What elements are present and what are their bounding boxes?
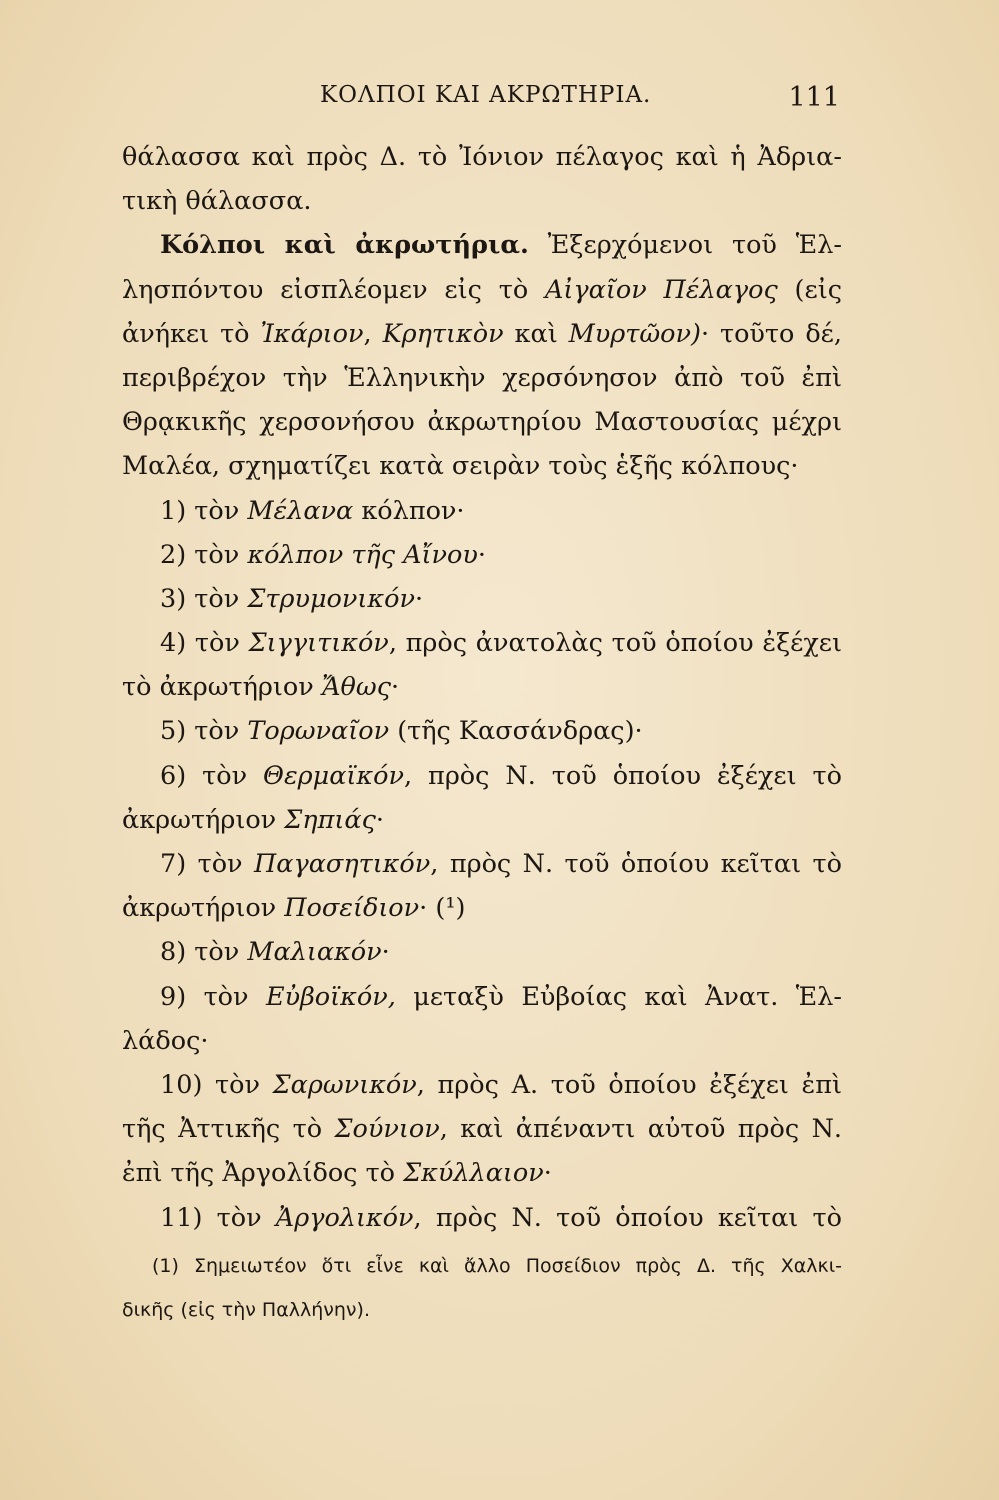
list-item: 7) τὸν Παγασητικόν, πρὸς Ν. τοῦ ὁποίου κεῖται τὸ [160, 849, 842, 879]
text-line: λησπόντου εἰσπλέομεν εἰς τὸ Αἰγαῖον Πέλαγος (εἰς [122, 274, 842, 305]
list-item: 6) τὸν Θερμαϊκόν, πρὸς Ν. τοῦ ὁποίου ἐξέχει τὸ [160, 760, 842, 791]
text-line: Μαλέα, σχηματίζει κατὰ σειρὰν τοὺς ἑξῆς κόλπους· [122, 451, 799, 482]
footnote [122, 1248, 842, 1336]
list-item: 9) τὸν Εὐβοϊκόν, μεταξὺ Εὐβοίας καὶ Ἀνατ. Ἑλ- [160, 981, 842, 1012]
text-line: τικὴ θάλασσα. [122, 186, 312, 217]
running-title: ΚΟΛΠΟΙ ΚΑΙ ΑΚΡΩΤΗΡΙΑ. [320, 82, 652, 108]
list-item-continuation: ἐπὶ τῆς Ἀργολίδος τὸ Σκύλλαιον· [122, 1158, 552, 1189]
main-text [122, 135, 842, 1240]
list-item: 11) τὸν Ἀργολικόν, πρὸς Ν. τοῦ ὁποίου κεῖται τὸ [160, 1202, 842, 1233]
section-heading: Κόλποι καὶ ἀκρωτήρια. [160, 230, 529, 261]
footnote-line: (1) Σημειωτέον ὅτι εἶνε καὶ ἄλλο Ποσείδιον πρὸς Δ. τῆς Χαλκι- [152, 1255, 842, 1277]
list-item-continuation: ἀκρωτήριον Σηπιάς· [122, 804, 384, 835]
list-item-continuation: τὸ ἀκρωτήριον Ἄθως· [122, 672, 400, 703]
list-item: 8) τὸν Μαλιακόν· [160, 937, 390, 968]
list-item: 10) τὸν Σαρωνικόν, πρὸς Α. τοῦ ὁποίου ἐξέχει ἐπὶ [160, 1069, 842, 1100]
list-item: 5) τὸν Τορωναῖον (τῆς Κασσάνδρας)· [160, 716, 643, 747]
list-item: 2) τὸν κόλπον τῆς Αἴνου· [160, 539, 486, 570]
section-heading-line: Κόλποι καὶ ἀκρωτήρια. Ἐξερχόμενοι τοῦ Ἑλ- [160, 230, 842, 261]
list-item-continuation: ἀκρωτήριον Ποσείδιον· (¹) [122, 893, 466, 924]
list-item-continuation: λάδος· [122, 1025, 209, 1056]
text-line: ἀνήκει τὸ Ἰκάριον, Κρητικὸν καὶ Μυρτῶον)· τοῦτο δέ, [122, 318, 842, 349]
text-line: περιβρέχον τὴν Ἑλληνικὴν χερσόνησον ἀπὸ τοῦ ἐπὶ [122, 362, 842, 393]
text-line: θάλασσα καὶ πρὸς Δ. τὸ Ἰόνιον πέλαγος καὶ ἡ Ἀδρια- [122, 142, 842, 172]
list-item: 1) τὸν Μέλανα κόλπον· [160, 495, 465, 526]
list-item: 4) τὸν Σιγγιτικόν, πρὸς ἀνατολὰς τοῦ ὁποίου ἐξέχει [160, 628, 842, 659]
page-header [120, 82, 840, 122]
text-line: Θρᾳκικῆς χερσονήσου ἀκρωτηρίου Μαστουσίας μέχρι [122, 407, 842, 438]
list-item-continuation: τῆς Ἀττικῆς τὸ Σούνιον, καὶ ἀπέναντι αὐτοῦ πρὸς Ν. [122, 1114, 842, 1145]
footnote-line: δικῆς (εἰς τὴν Παλλήνην). [122, 1299, 370, 1322]
page-number: 111 [788, 82, 840, 113]
list-item: 3) τὸν Στρυμονικόν· [160, 583, 424, 614]
